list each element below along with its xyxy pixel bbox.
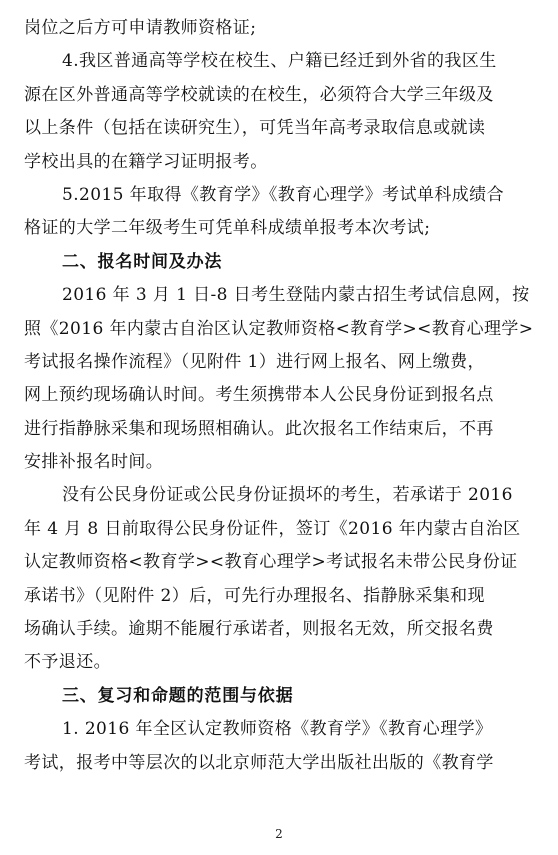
- text-line: 考试，报考中等层次的以北京师范大学出版社出版的《教育学: [24, 752, 494, 773]
- text-line: 2016 年 3 月 1 日-8 日考生登陆内蒙古招生考试信息网，按: [62, 285, 530, 306]
- text-line: 以上条件（包括在读研究生），可凭当年高考录取信息或就读: [24, 118, 486, 139]
- text-line: 4.我区普通高等学校在校生、户籍已经迁到外省的我区生: [62, 51, 497, 72]
- text-line: 学校出具的在籍学习证明报考。: [24, 151, 268, 172]
- text-line: 照《2016 年内蒙古自治区认定教师资格<教育学><教育心理学>: [24, 318, 534, 339]
- text-line: 承诺书》（见附件 2）后，可先行办理报名、指静脉采集和现: [24, 585, 485, 606]
- document-body: [24, 12, 536, 780]
- text-line: 1. 2016 年全区认定教师资格《教育学》《教育心理学》: [62, 719, 493, 740]
- text-line: 认定教师资格<教育学><教育心理学>考试报名未带公民身份证: [24, 552, 518, 573]
- text-line: 5.2015 年取得《教育学》《教育心理学》考试单科成绩合: [62, 184, 504, 205]
- text-line: 场确认手续。逾期不能履行承诺者，则报名无效，所交报名费: [24, 619, 494, 640]
- text-line: 年 4 月 8 日前取得公民身份证件，签订《2016 年内蒙古自治区: [24, 518, 521, 539]
- text-line: 考试报名操作流程》（见附件 1）进行网上报名、网上缴费，: [24, 351, 485, 372]
- text-line: 没有公民身份证或公民身份证损坏的考生，若承诺于 2016: [62, 485, 513, 506]
- text-line: 网上预约现场确认时间。考生须携带本人公民身份证到报名点: [24, 385, 494, 406]
- text-line: 安排补报名时间。: [24, 452, 164, 473]
- text-line: 进行指静脉采集和现场照相确认。此次报名工作结束后，不再: [24, 418, 494, 439]
- page-number: 2: [275, 827, 283, 841]
- text-line: 不予退还。: [24, 652, 111, 673]
- text-line: 格证的大学二年级考生可凭单科成绩单报考本次考试;: [24, 218, 431, 239]
- text-line: 源在区外普通高等学校就读的在校生，必须符合大学三年级及: [24, 84, 494, 105]
- section-heading: 三、复习和命题的范围与依据: [62, 685, 294, 706]
- section-heading: 二、报名时间及办法: [62, 251, 223, 272]
- text-line: 岗位之后方可申请教师资格证;: [24, 18, 257, 38]
